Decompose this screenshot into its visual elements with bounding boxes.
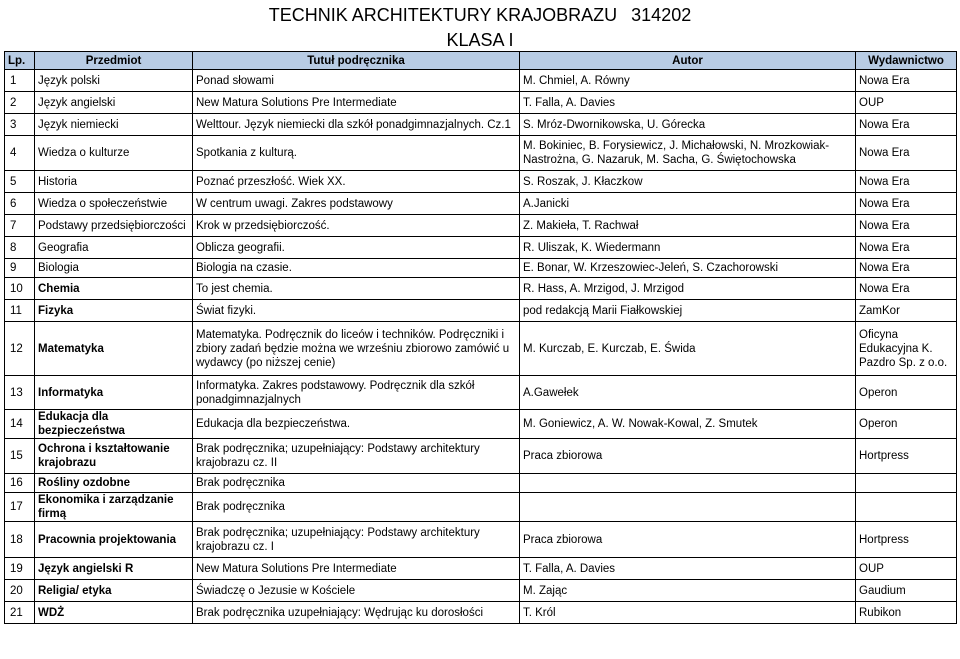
cell-lp: 6 <box>5 193 35 215</box>
cell-author: E. Bonar, W. Krzeszowiec-Jeleń, S. Czachorowski <box>520 259 856 278</box>
page-title <box>0 3 960 27</box>
cell-title: Biologia na czasie. <box>193 259 520 278</box>
cell-publisher: Hortpress <box>856 439 957 474</box>
cell-author: T. Falla, A. Davies <box>520 92 856 114</box>
cell-lp: 20 <box>5 580 35 602</box>
cell-lp: 5 <box>5 171 35 193</box>
cell-title: Edukacja dla bezpieczeństwa. <box>193 410 520 439</box>
cell-subject: Matematyka <box>35 322 193 376</box>
cell-subject: Język angielski R <box>35 558 193 580</box>
cell-lp: 1 <box>5 70 35 92</box>
cell-author: R. Uliszak, K. Wiedermann <box>520 237 856 259</box>
table-row <box>5 322 957 376</box>
cell-subject: Wiedza o społeczeństwie <box>35 193 193 215</box>
cell-title: Świadczę o Jezusie w Kościele <box>193 580 520 602</box>
cell-title: Ponad słowami <box>193 70 520 92</box>
cell-lp: 8 <box>5 237 35 259</box>
cell-title: Brak podręcznika <box>193 493 520 522</box>
cell-subject: Religia/ etyka <box>35 580 193 602</box>
cell-publisher: OUP <box>856 92 957 114</box>
cell-publisher: Nowa Era <box>856 215 957 237</box>
cell-publisher: OUP <box>856 558 957 580</box>
table-row <box>5 92 957 114</box>
cell-subject: Język niemiecki <box>35 114 193 136</box>
cell-lp: 18 <box>5 522 35 558</box>
cell-author: Praca zbiorowa <box>520 439 856 474</box>
cell-publisher: Rubikon <box>856 602 957 624</box>
class-label: KLASA I <box>446 30 514 50</box>
cell-publisher: Hortpress <box>856 522 957 558</box>
cell-publisher: Nowa Era <box>856 136 957 171</box>
cell-lp: 10 <box>5 278 35 300</box>
cell-author: M. Kurczab, E. Kurczab, E. Świda <box>520 322 856 376</box>
table-row <box>5 278 957 300</box>
cell-subject: Geografia <box>35 237 193 259</box>
cell-publisher: Nowa Era <box>856 278 957 300</box>
cell-lp: 16 <box>5 474 35 493</box>
cell-subject: Edukacja dla bezpieczeństwa <box>35 410 193 439</box>
cell-title: Welttour. Język niemiecki dla szkół ponadgimnazjalnych. Cz.1 <box>193 114 520 136</box>
cell-lp: 19 <box>5 558 35 580</box>
cell-publisher: Nowa Era <box>856 193 957 215</box>
cell-publisher: Gaudium <box>856 580 957 602</box>
cell-publisher: Nowa Era <box>856 70 957 92</box>
column-header-publisher: Wydawnictwo <box>856 52 957 70</box>
cell-lp: 2 <box>5 92 35 114</box>
cell-lp: 11 <box>5 300 35 322</box>
cell-title: Oblicza geografii. <box>193 237 520 259</box>
cell-subject: Pracownia projektowania <box>35 522 193 558</box>
cell-lp: 17 <box>5 493 35 522</box>
table-row <box>5 136 957 171</box>
table-row <box>5 410 957 439</box>
cell-author: R. Hass, A. Mrzigod, J. Mrzigod <box>520 278 856 300</box>
column-header-title: Tutuł podręcznika <box>193 52 520 70</box>
cell-publisher: ZamKor <box>856 300 957 322</box>
cell-publisher: Nowa Era <box>856 259 957 278</box>
cell-publisher <box>856 474 957 493</box>
cell-subject: Informatyka <box>35 376 193 410</box>
table-header-row <box>5 52 957 70</box>
cell-lp: 14 <box>5 410 35 439</box>
program-code: 314202 <box>631 5 692 25</box>
column-header-author: Autor <box>520 52 856 70</box>
cell-subject: Chemia <box>35 278 193 300</box>
cell-title: Poznać przeszłość. Wiek XX. <box>193 171 520 193</box>
cell-author: Z. Makieła, T. Rachwał <box>520 215 856 237</box>
cell-author: M. Goniewicz, A. W. Nowak-Kowal, Z. Smutek <box>520 410 856 439</box>
cell-publisher: Operon <box>856 376 957 410</box>
cell-title: Matematyka. Podręcznik do liceów i techników. Podręczniki i zbiory zadań będzie można we wrześniu zbiorowo zamówić u wydawcy (po niższej cenie) <box>193 322 520 376</box>
table-row <box>5 70 957 92</box>
cell-author: pod redakcją Marii Fiałkowskiej <box>520 300 856 322</box>
table-row <box>5 193 957 215</box>
cell-title: Świat fizyki. <box>193 300 520 322</box>
table-row <box>5 439 957 474</box>
cell-publisher: Nowa Era <box>856 114 957 136</box>
table-row <box>5 171 957 193</box>
cell-author: T. Falla, A. Davies <box>520 558 856 580</box>
table-row <box>5 300 957 322</box>
table-row <box>5 376 957 410</box>
table-row <box>5 237 957 259</box>
cell-publisher: Nowa Era <box>856 171 957 193</box>
textbook-table <box>4 51 957 624</box>
table-row <box>5 114 957 136</box>
cell-title: Informatyka. Zakres podstawowy. Podręcznik dla szkół ponadgimnazjalnych <box>193 376 520 410</box>
cell-author <box>520 493 856 522</box>
cell-title: W centrum uwagi. Zakres podstawowy <box>193 193 520 215</box>
table-row <box>5 580 957 602</box>
column-header-lp: Lp. <box>5 52 35 70</box>
cell-publisher: Operon <box>856 410 957 439</box>
cell-lp: 3 <box>5 114 35 136</box>
table-row <box>5 474 957 493</box>
cell-subject: Fizyka <box>35 300 193 322</box>
cell-author: Praca zbiorowa <box>520 522 856 558</box>
cell-title: New Matura Solutions Pre Intermediate <box>193 558 520 580</box>
table-row <box>5 215 957 237</box>
cell-publisher <box>856 493 957 522</box>
cell-title: To jest chemia. <box>193 278 520 300</box>
table-row <box>5 493 957 522</box>
cell-publisher: Nowa Era <box>856 237 957 259</box>
cell-author: M. Bokiniec, B. Forysiewicz, J. Michałowski, N. Mrozkowiak-Nastrożna, G. Nazaruk, M. Sacha, G. Świętochowska <box>520 136 856 171</box>
cell-subject: Język angielski <box>35 92 193 114</box>
cell-subject: Biologia <box>35 259 193 278</box>
cell-title: Brak podręcznika uzupełniający: Wędrując ku dorosłości <box>193 602 520 624</box>
cell-subject: Historia <box>35 171 193 193</box>
column-header-subject: Przedmiot <box>35 52 193 70</box>
table-row <box>5 259 957 278</box>
cell-author: M. Zając <box>520 580 856 602</box>
cell-subject: Podstawy przedsiębiorczości <box>35 215 193 237</box>
table-row <box>5 522 957 558</box>
cell-lp: 15 <box>5 439 35 474</box>
cell-subject: Wiedza o kulturze <box>35 136 193 171</box>
cell-author: S. Roszak, J. Kłaczkow <box>520 171 856 193</box>
cell-author: S. Mróz-Dwornikowska, U. Górecka <box>520 114 856 136</box>
cell-lp: 21 <box>5 602 35 624</box>
cell-author: T. Król <box>520 602 856 624</box>
cell-lp: 4 <box>5 136 35 171</box>
cell-lp: 13 <box>5 376 35 410</box>
cell-lp: 12 <box>5 322 35 376</box>
cell-title: Spotkania z kulturą. <box>193 136 520 171</box>
cell-author: A.Gawełek <box>520 376 856 410</box>
cell-author <box>520 474 856 493</box>
cell-title: Brak podręcznika <box>193 474 520 493</box>
cell-title: New Matura Solutions Pre Intermediate <box>193 92 520 114</box>
cell-author: M. Chmiel, A. Równy <box>520 70 856 92</box>
cell-title: Krok w przedsiębiorczość. <box>193 215 520 237</box>
cell-subject: Ekonomika i zarządzanie firmą <box>35 493 193 522</box>
cell-subject: WDŻ <box>35 602 193 624</box>
cell-lp: 9 <box>5 259 35 278</box>
cell-subject: Ochrona i kształtowanie krajobrazu <box>35 439 193 474</box>
cell-lp: 7 <box>5 215 35 237</box>
cell-title: Brak podręcznika; uzupełniający: Podstawy architektury krajobrazu cz. I <box>193 522 520 558</box>
cell-subject: Rośliny ozdobne <box>35 474 193 493</box>
program-name: TECHNIK ARCHITEKTURY KRAJOBRAZU <box>268 5 618 25</box>
cell-title: Brak podręcznika; uzupełniający: Podstawy architektury krajobrazu cz. II <box>193 439 520 474</box>
table-row <box>5 602 957 624</box>
cell-author: A.Janicki <box>520 193 856 215</box>
cell-subject: Język polski <box>35 70 193 92</box>
table-row <box>5 558 957 580</box>
cell-publisher: Oficyna Edukacyjna K. Pazdro Sp. z o.o. <box>856 322 957 376</box>
